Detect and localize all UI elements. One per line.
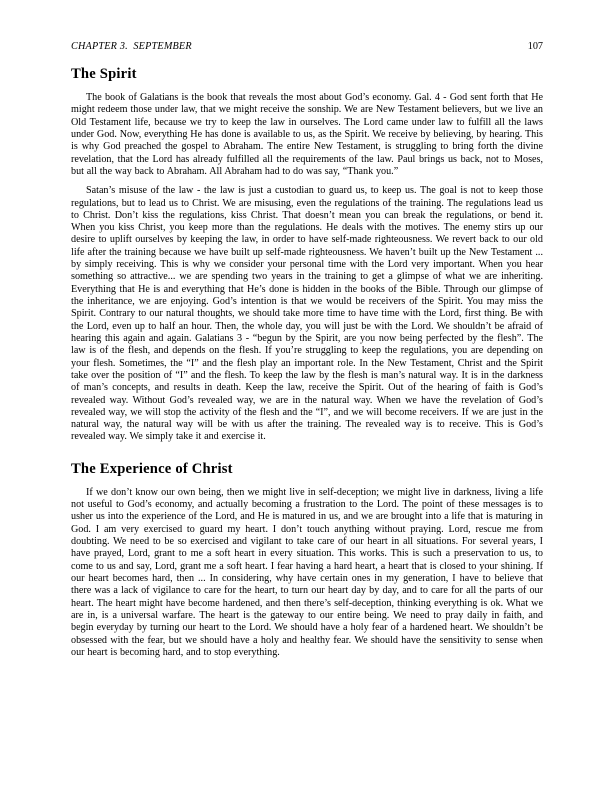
page-number: 107	[527, 41, 543, 52]
section-title-experience-of-christ: The Experience of Christ	[71, 460, 233, 477]
running-header	[71, 41, 543, 53]
running-header-chapter: CHAPTER 3. SEPTEMBER	[71, 41, 192, 52]
section-title-the-spirit: The Spirit	[71, 66, 137, 82]
paragraph-spirit-1: The book of Galatians is the book that reveals the most about God’s economy. Gal. 4 - God sent forth that He might redeem those under law, that we might receive the sonship. We are New Testament believers, but we live an Old Testament life, because we try to keep the law in ourselves. The Lord came under law to fulfill all the laws under God. Now, everything He has done is available to us, as the Spirit. We receive by believing, by hearing. This is why God preached the gospel to Abraham. The entire New Testament, is struggling to bring forth the divine revelation, that the Lord has already fulfilled all the requirements of the law. Paul brings us back, not to Moses, but all the way back to Abraham. All Abraham had to do was say, “Thank you.”	[71, 92, 543, 177]
paragraph-experience-1: If we don’t know our own being, then we might live in self-deception; we might live in darkness, living a life not useful to God’s economy, and actually becoming a frustration to the Lord. The point of these messages is to usher us into the experience of the Lord, and He is matured in us, and we are brought into a life that is maturing in God. I am very exercised to guard my heart. I don’t touch anything without praying. Lord, rescue me from doubting. We need to be so exercised and vigilant to take care of our heart in all situations. For several years, I have prayed, Lord, grant to me a soft heart in every situation. This works. This is such a preservation to us, to come to us and say, Lord, grant me a soft heart. I fear having a hard heart, a heart that is closed to your shining. If our heart becomes hard, then ... In considering, why have certain ones in my generation, I have to believe that there was a lack of vigilance to care for the heart, to turn our heart day by day, and to care for all the parts of our heart. The heart might have become hardened, and then there’s self-deception, thinking everything is ok. What we are in, is a universal warfare. The heart is the gateway to our entire being. We need to pray daily in faith, and begin everyday by turning our heart to the Lord. We should have a holy fear of a hardened heart. We shouldn’t be obsessed with the fear, but we should have a holy and healthy fear. We should have the sensitivity to sense when our heart is becoming hard, and to stop everything.	[71, 486, 543, 658]
paragraph-spirit-2: Satan’s misuse of the law - the law is just a custodian to guard us, to keep us. The goal is not to keep those regulations, but to lead us to Christ. We are misusing, even the regulations of the training. The regulations lead us to Christ. Don’t kiss the regulations, kiss Christ. That doesn’t mean you can break the regulations, or bend it. When you kiss Christ, you keep more than the regulations. He deals with the motives. The enemy stirs up our desire to uplift ourselves by keeping the law, in order to have self-made righteousness. We revert back to our old life after the training because we have built up self-made righteousness. We haven’t built up the New Testament ... by simply receiving. This is why we consider your personal time with the Lord very important. When you hear something so attractive... we are spending two years in the training to get a glimpse of what we are inheriting. Everything that He is and everything that He’s done is hidden in the books of the Bible. Through our glimpse of the inheritance, we are enjoying. God’s intention is that we would be receivers of the Spirit. You may miss the Spirit. Contrary to our natural thoughts, we should take more time to have time with the Lord, first thing. Be with the Lord, even up to half an hour. Then, the whole day, you will just be with the Lord. We shouldn’t be afraid of hearing this again and again. Galatians 3 - “begun by the Spirit, are you now being perfected by the flesh”. The law is of the flesh, and depends on the flesh. If you’re struggling to keep the regulations, you are depending on your flesh. Sometimes, the “I” and the flesh play an important role. In the New Testament, Christ and the Spirit take over the position of “I” and the flesh. To keep the law by the flesh is man’s natural way. It is in the darkness of man’s concepts, and results in death. Keep the law, receive the Spirit. Out of the hearing of faith is God’s revealed way. Without God’s revealed way, we are in the natural way. When we have the revelation of God’s revealed way, we will stop the activity of the flesh and the “I”, and we will become receivers. If we are just in the natural way, the natural way will be with us after the training. The revealed way is to receive. This is God’s revealed way. We simply take it and exercise it.	[71, 185, 543, 443]
